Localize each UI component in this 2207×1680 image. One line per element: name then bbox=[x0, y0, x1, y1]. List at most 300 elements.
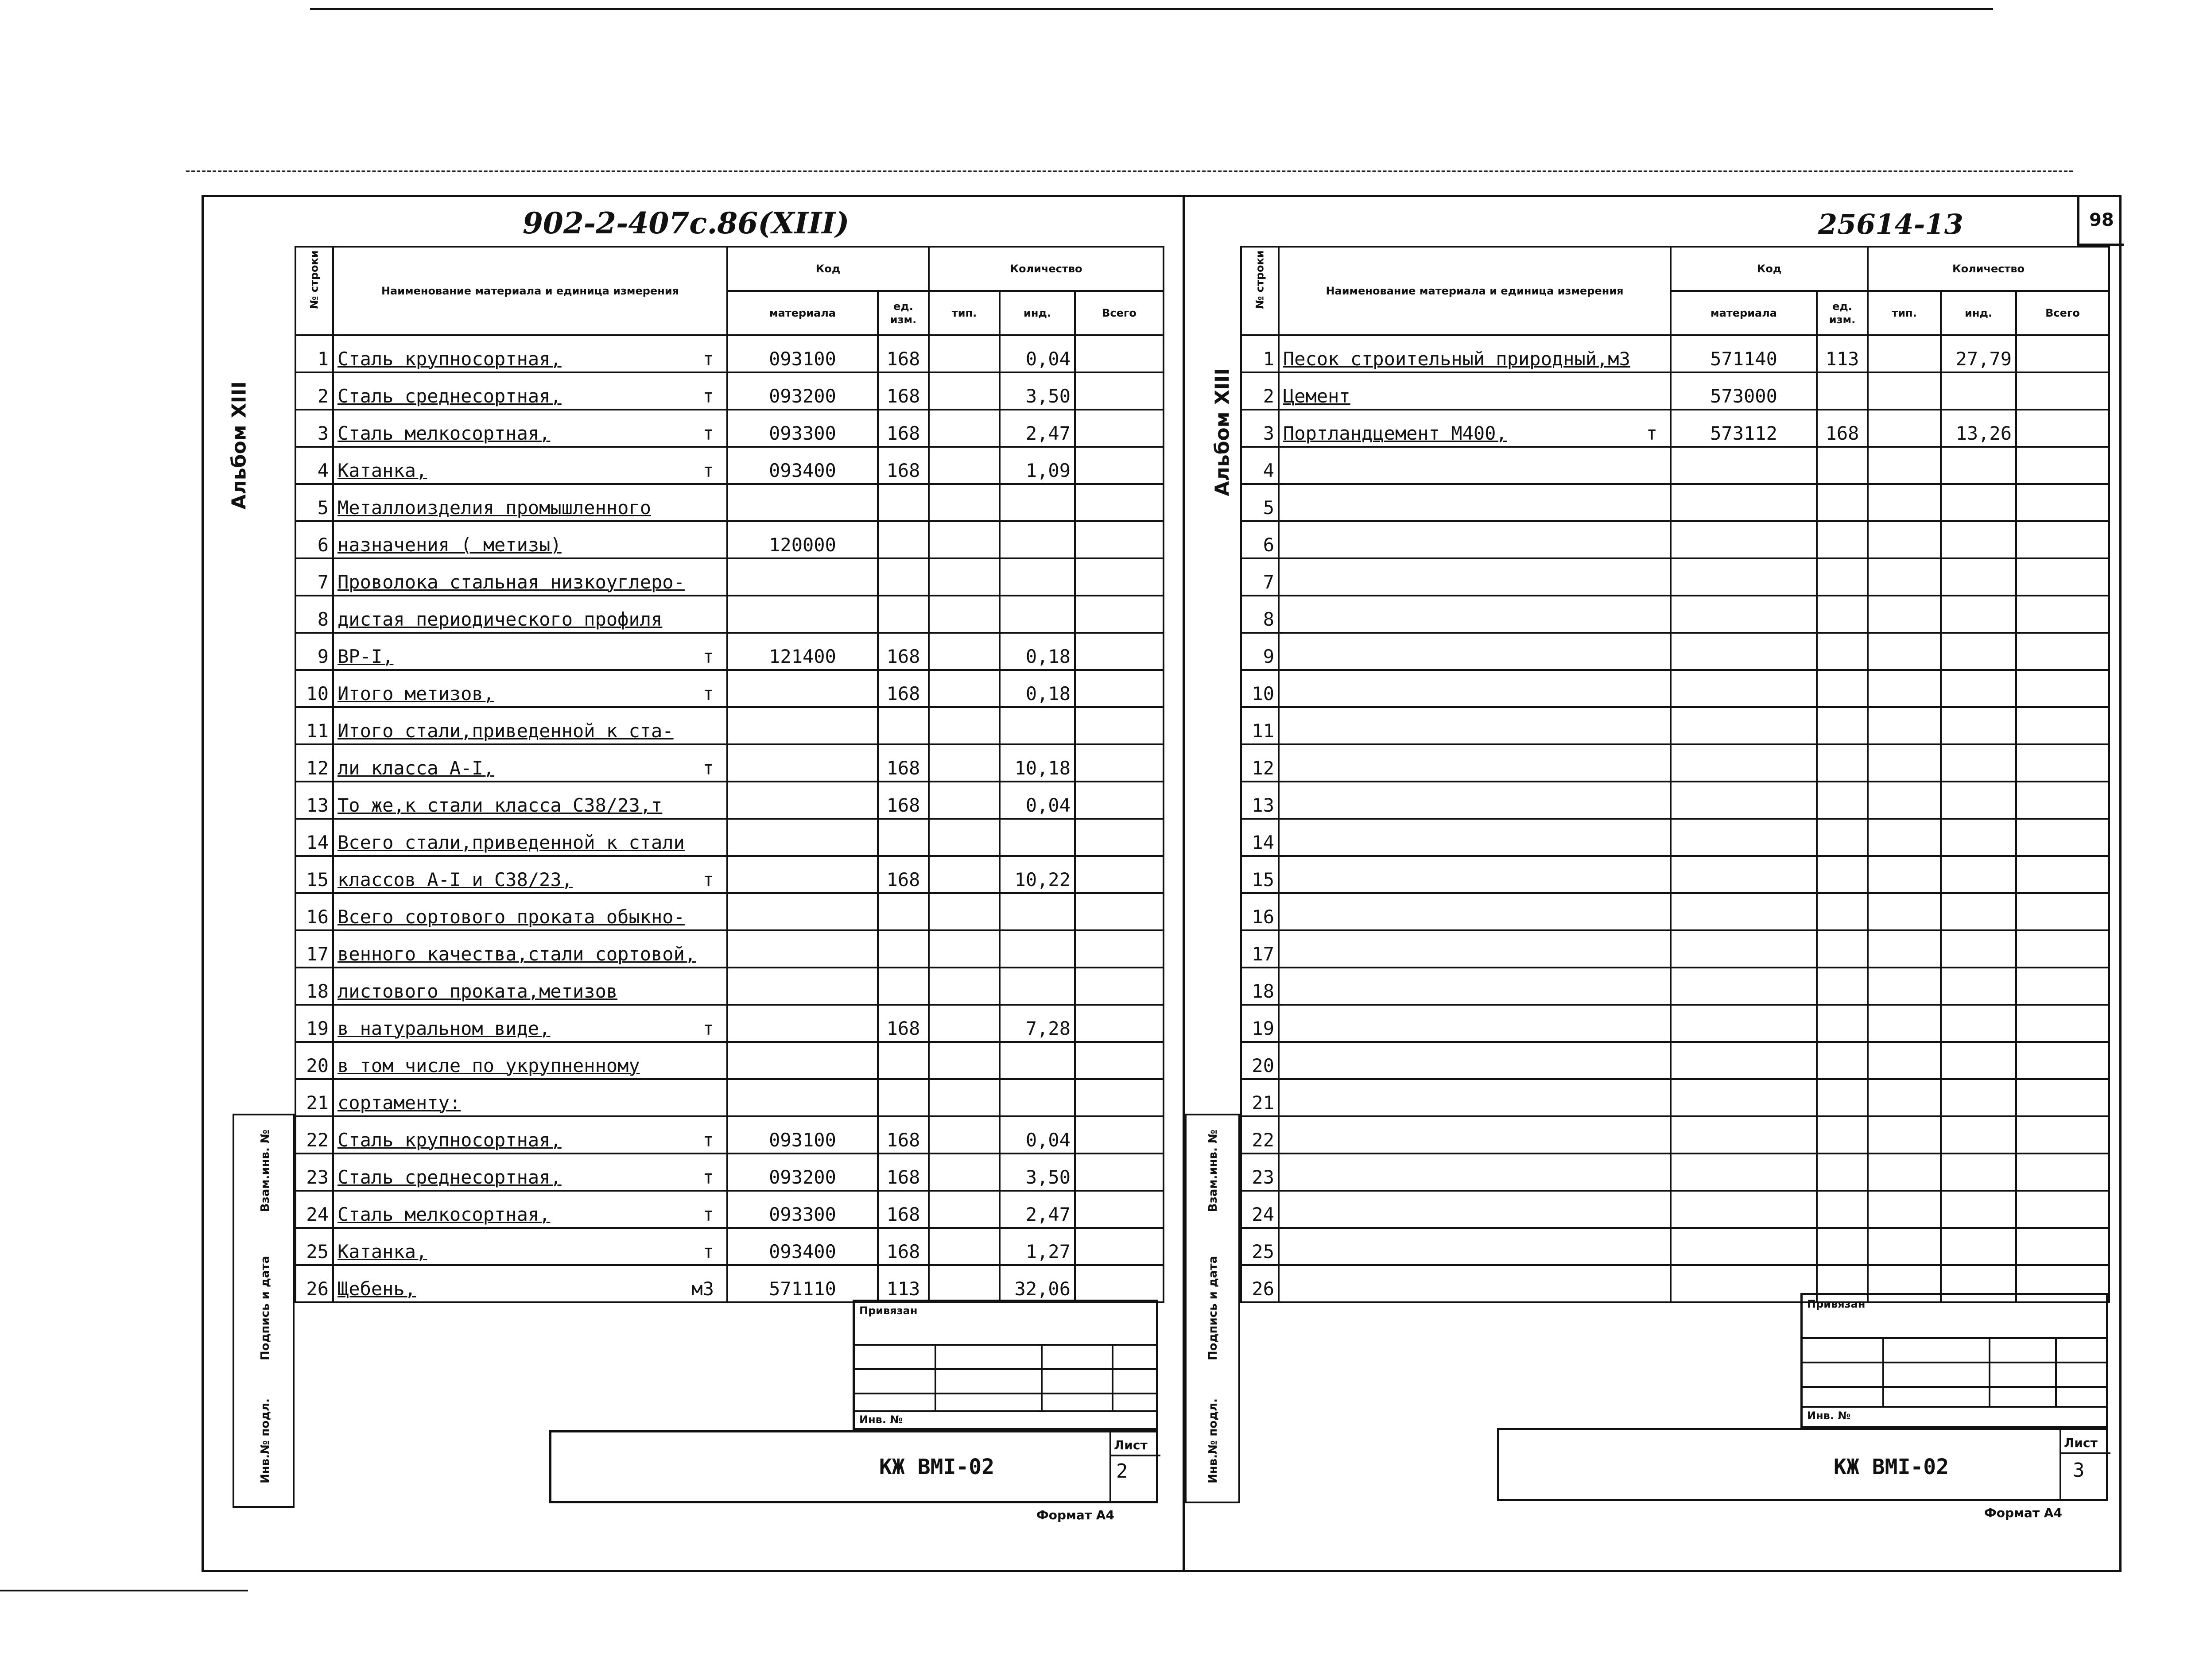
qty-ind-cell bbox=[1000, 819, 1075, 856]
table-row bbox=[295, 1154, 1164, 1191]
unit-code-cell bbox=[878, 521, 929, 558]
unit-code-cell bbox=[1817, 447, 1868, 484]
material-name: Итого стали,приведенной к ста- bbox=[337, 720, 674, 742]
unit-code-cell bbox=[1817, 1079, 1868, 1116]
right-title-block bbox=[1497, 1428, 2108, 1501]
qty-total-cell bbox=[2016, 521, 2109, 558]
qty-ind-cell bbox=[1000, 484, 1075, 521]
qty-ind-cell bbox=[1000, 707, 1075, 744]
right-side-strip bbox=[1185, 1114, 1240, 1503]
material-code-cell bbox=[1671, 707, 1817, 744]
qty-ind-cell: 2,47 bbox=[1000, 410, 1075, 447]
unit-code-cell bbox=[878, 930, 929, 968]
material-code-cell: 093200 bbox=[727, 372, 878, 410]
material-name-cell bbox=[1279, 819, 1671, 856]
table-row bbox=[295, 335, 1164, 372]
qty-total-cell bbox=[2016, 633, 2109, 670]
material-code-cell: 573112 bbox=[1671, 410, 1817, 447]
qty-ind-cell: 0,18 bbox=[1000, 633, 1075, 670]
qty-ind-cell bbox=[1000, 893, 1075, 930]
qty-ind-cell: 3,50 bbox=[1000, 372, 1075, 410]
unit-code-cell: 168 bbox=[878, 670, 929, 707]
col-row-no-header: № строки bbox=[1241, 247, 1279, 335]
material-name-cell bbox=[1279, 782, 1671, 819]
row-number-cell: 15 bbox=[295, 856, 333, 893]
unit-code-cell bbox=[1817, 1116, 1868, 1154]
qty-typ-cell bbox=[929, 856, 1000, 893]
material-code-cell bbox=[1671, 1265, 1817, 1302]
left-side-label-sign: Подпись и дата bbox=[259, 1255, 272, 1361]
row-number-cell: 6 bbox=[295, 521, 333, 558]
table-row bbox=[1241, 558, 2109, 596]
table-row bbox=[1241, 1191, 2109, 1228]
qty-typ-cell bbox=[929, 707, 1000, 744]
row-number-cell: 11 bbox=[295, 707, 333, 744]
row-number-cell: 1 bbox=[1241, 335, 1279, 372]
qty-total-cell bbox=[1075, 596, 1164, 633]
right-album-label: Альбом XIII bbox=[1211, 368, 1234, 496]
qty-total-cell bbox=[1075, 968, 1164, 1005]
row-number-cell: 18 bbox=[295, 968, 333, 1005]
qty-total-cell bbox=[1075, 782, 1164, 819]
table-row bbox=[1241, 819, 2109, 856]
qty-typ-cell bbox=[1868, 893, 1941, 930]
material-code-cell bbox=[1671, 484, 1817, 521]
qty-ind-cell bbox=[1941, 707, 2016, 744]
qty-total-cell bbox=[2016, 782, 2109, 819]
material-name-cell bbox=[1279, 1154, 1671, 1191]
qty-ind-cell bbox=[1000, 1079, 1075, 1116]
right-doc-number: 25614-13 bbox=[1818, 208, 1963, 240]
qty-typ-cell bbox=[1868, 856, 1941, 893]
table-row bbox=[295, 1265, 1164, 1302]
material-name-cell bbox=[333, 1191, 727, 1228]
qty-ind-cell bbox=[1941, 893, 2016, 930]
unit-code-cell bbox=[878, 968, 929, 1005]
right-privyazan-block bbox=[1800, 1293, 2108, 1428]
qty-ind-cell bbox=[1000, 1042, 1075, 1079]
col-q-typ: тип. bbox=[929, 291, 1000, 335]
row-number-cell: 9 bbox=[295, 633, 333, 670]
material-code-cell bbox=[1671, 596, 1817, 633]
material-name: Портландцемент М400, bbox=[1283, 422, 1507, 444]
row-number-cell: 12 bbox=[295, 744, 333, 782]
row-number-cell: 14 bbox=[1241, 819, 1279, 856]
material-code-cell bbox=[1671, 1042, 1817, 1079]
qty-typ-cell bbox=[929, 558, 1000, 596]
right-stamp-code: КЖ ВМI-02 bbox=[1834, 1455, 1949, 1479]
unit-code-cell bbox=[1817, 596, 1868, 633]
row-number-cell: 5 bbox=[295, 484, 333, 521]
material-name-cell bbox=[1279, 335, 1671, 372]
qty-typ-cell bbox=[1868, 782, 1941, 819]
material-code-cell bbox=[1671, 819, 1817, 856]
qty-typ-cell bbox=[929, 819, 1000, 856]
qty-ind-cell bbox=[1000, 558, 1075, 596]
col-code-material: материала bbox=[727, 291, 878, 335]
qty-ind-cell bbox=[1941, 596, 2016, 633]
qty-total-cell bbox=[1075, 410, 1164, 447]
row-number-cell: 24 bbox=[295, 1191, 333, 1228]
col-q-ind: инд. bbox=[1000, 291, 1075, 335]
table-row bbox=[1241, 782, 2109, 819]
row-number-cell: 2 bbox=[1241, 372, 1279, 410]
qty-typ-cell bbox=[929, 1191, 1000, 1228]
qty-total-cell bbox=[1075, 484, 1164, 521]
row-number-cell: 10 bbox=[1241, 670, 1279, 707]
qty-typ-cell bbox=[929, 447, 1000, 484]
unit-code-cell: 168 bbox=[878, 856, 929, 893]
unit-label: т bbox=[1646, 422, 1657, 444]
qty-total-cell bbox=[2016, 596, 2109, 633]
qty-ind-cell: 1,09 bbox=[1000, 447, 1075, 484]
qty-ind-cell bbox=[1941, 484, 2016, 521]
qty-ind-cell bbox=[1000, 930, 1075, 968]
material-name: Цемент bbox=[1283, 385, 1350, 407]
material-name-cell bbox=[1279, 968, 1671, 1005]
qty-typ-cell bbox=[1868, 1154, 1941, 1191]
row-number-cell: 21 bbox=[1241, 1079, 1279, 1116]
material-code-cell: 571110 bbox=[727, 1265, 878, 1302]
qty-typ-cell bbox=[929, 1079, 1000, 1116]
qty-total-cell bbox=[1075, 1116, 1164, 1154]
material-name-cell bbox=[333, 484, 727, 521]
material-name-cell bbox=[1279, 372, 1671, 410]
row-number-cell: 26 bbox=[295, 1265, 333, 1302]
material-name-cell bbox=[333, 782, 727, 819]
material-name-cell bbox=[333, 819, 727, 856]
left-format-label: Формат А4 bbox=[1036, 1508, 1114, 1522]
material-code-cell bbox=[727, 893, 878, 930]
col-q-typ: тип. bbox=[1868, 291, 1941, 335]
unit-code-cell bbox=[1817, 670, 1868, 707]
row-number-cell: 3 bbox=[1241, 410, 1279, 447]
qty-typ-cell bbox=[1868, 819, 1941, 856]
unit-label: т bbox=[702, 646, 714, 667]
qty-typ-cell bbox=[1868, 558, 1941, 596]
material-name-cell bbox=[333, 856, 727, 893]
right-side-label-vzam: Взам.инв. № bbox=[1206, 1129, 1220, 1212]
row-number-cell: 10 bbox=[295, 670, 333, 707]
material-name-cell bbox=[333, 1265, 727, 1302]
qty-ind-cell bbox=[1941, 930, 2016, 968]
unit-code-cell bbox=[878, 558, 929, 596]
unit-code-cell: 168 bbox=[878, 1154, 929, 1191]
material-name-cell bbox=[1279, 1116, 1671, 1154]
table-row bbox=[295, 1042, 1164, 1079]
row-number-cell: 14 bbox=[295, 819, 333, 856]
left-album-label: Альбом XIII bbox=[228, 381, 251, 510]
material-code-cell bbox=[1671, 1191, 1817, 1228]
unit-label: т bbox=[702, 869, 714, 890]
row-number-cell: 2 bbox=[295, 372, 333, 410]
qty-ind-cell bbox=[1941, 1005, 2016, 1042]
row-number-cell: 8 bbox=[295, 596, 333, 633]
qty-typ-cell bbox=[1868, 521, 1941, 558]
qty-ind-cell: 0,04 bbox=[1000, 782, 1075, 819]
qty-typ-cell bbox=[929, 1228, 1000, 1265]
material-name: То же,к стали класса С38/23,т bbox=[337, 794, 663, 816]
qty-ind-cell bbox=[1941, 372, 2016, 410]
qty-total-cell bbox=[1075, 930, 1164, 968]
unit-code-cell bbox=[1817, 968, 1868, 1005]
right-spec-table bbox=[1240, 246, 2110, 1303]
qty-total-cell bbox=[1075, 819, 1164, 856]
left-title-block bbox=[549, 1430, 1158, 1503]
row-number-cell: 13 bbox=[1241, 782, 1279, 819]
material-code-cell bbox=[1671, 1005, 1817, 1042]
table-row bbox=[295, 484, 1164, 521]
material-code-cell bbox=[1671, 782, 1817, 819]
material-code-cell: 093100 bbox=[727, 335, 878, 372]
qty-total-cell bbox=[1075, 670, 1164, 707]
table-row bbox=[295, 1079, 1164, 1116]
material-name: Сталь среднесортная, bbox=[337, 1166, 562, 1188]
table-row bbox=[1241, 1228, 2109, 1265]
qty-ind-cell bbox=[1941, 1154, 2016, 1191]
unit-code-cell: 113 bbox=[878, 1265, 929, 1302]
unit-code-cell bbox=[1817, 782, 1868, 819]
unit-code-cell: 168 bbox=[878, 1005, 929, 1042]
col-q-total: Всего bbox=[1075, 291, 1164, 335]
table-row bbox=[295, 1116, 1164, 1154]
material-name-cell bbox=[333, 1228, 727, 1265]
unit-code-cell bbox=[1817, 856, 1868, 893]
unit-label: т bbox=[702, 385, 714, 407]
qty-ind-cell bbox=[1941, 521, 2016, 558]
qty-total-cell bbox=[2016, 819, 2109, 856]
qty-ind-cell bbox=[1941, 447, 2016, 484]
qty-total-cell bbox=[2016, 670, 2109, 707]
unit-code-cell: 113 bbox=[1817, 335, 1868, 372]
material-name: ВР-I, bbox=[337, 646, 394, 667]
table-row bbox=[295, 1005, 1164, 1042]
table-row bbox=[295, 856, 1164, 893]
row-number-cell: 23 bbox=[1241, 1154, 1279, 1191]
material-name: назначения ( метизы) bbox=[337, 534, 562, 556]
right-side-label-inv: Инв.№ подл. bbox=[1206, 1398, 1220, 1484]
material-name: Сталь крупносортная, bbox=[337, 1129, 562, 1151]
table-row bbox=[1241, 930, 2109, 968]
unit-label: т bbox=[702, 422, 714, 444]
unit-label: т bbox=[702, 1204, 714, 1225]
qty-typ-cell bbox=[929, 410, 1000, 447]
qty-total-cell bbox=[2016, 1154, 2109, 1191]
qty-total-cell bbox=[2016, 335, 2109, 372]
qty-total-cell bbox=[2016, 558, 2109, 596]
material-code-cell bbox=[1671, 744, 1817, 782]
material-name-cell bbox=[1279, 1228, 1671, 1265]
material-name: классов А-I и С38/23, bbox=[337, 869, 573, 890]
row-number-cell: 16 bbox=[295, 893, 333, 930]
material-name: сортаменту: bbox=[337, 1092, 461, 1114]
qty-ind-cell: 10,22 bbox=[1000, 856, 1075, 893]
qty-total-cell bbox=[1075, 1005, 1164, 1042]
material-code-cell bbox=[727, 596, 878, 633]
col-quantity-header: Количество bbox=[929, 247, 1164, 291]
qty-ind-cell: 1,27 bbox=[1000, 1228, 1075, 1265]
qty-total-cell bbox=[1075, 447, 1164, 484]
material-name-cell bbox=[333, 707, 727, 744]
right-side-label-sign: Подпись и дата bbox=[1206, 1255, 1220, 1361]
right-list-no: 3 bbox=[2073, 1459, 2085, 1482]
material-name: ли класса А-I, bbox=[337, 757, 495, 779]
table-row bbox=[295, 707, 1164, 744]
left-side-label-vzam: Взам.инв. № bbox=[259, 1129, 272, 1212]
unit-label: т bbox=[702, 348, 714, 370]
left-privyazan-block bbox=[853, 1300, 1158, 1430]
table-row bbox=[295, 372, 1164, 410]
unit-code-cell bbox=[1817, 1191, 1868, 1228]
col-code-header: Код bbox=[1671, 247, 1868, 291]
table-row bbox=[295, 782, 1164, 819]
qty-ind-cell bbox=[1941, 968, 2016, 1005]
row-number-cell: 4 bbox=[295, 447, 333, 484]
col-row-no-header: № строки bbox=[295, 247, 333, 335]
table-row bbox=[1241, 968, 2109, 1005]
table-row bbox=[295, 447, 1164, 484]
unit-label: т bbox=[702, 1129, 714, 1151]
qty-typ-cell bbox=[929, 521, 1000, 558]
row-number-cell: 9 bbox=[1241, 633, 1279, 670]
qty-ind-cell bbox=[1941, 856, 2016, 893]
table-row bbox=[1241, 707, 2109, 744]
material-code-cell: 571140 bbox=[1671, 335, 1817, 372]
unit-code-cell: 168 bbox=[878, 1191, 929, 1228]
qty-typ-cell bbox=[929, 893, 1000, 930]
qty-typ-cell bbox=[1868, 1005, 1941, 1042]
material-name-cell bbox=[1279, 1265, 1671, 1302]
scan-top-line bbox=[310, 8, 1993, 10]
qty-typ-cell bbox=[929, 484, 1000, 521]
material-name: Сталь среднесортная, bbox=[337, 385, 562, 407]
qty-typ-cell bbox=[929, 1265, 1000, 1302]
table-row bbox=[295, 521, 1164, 558]
qty-typ-cell bbox=[929, 930, 1000, 968]
row-number-cell: 23 bbox=[295, 1154, 333, 1191]
qty-total-cell bbox=[2016, 856, 2109, 893]
material-code-cell bbox=[1671, 1116, 1817, 1154]
row-number-cell: 25 bbox=[1241, 1228, 1279, 1265]
qty-ind-cell bbox=[1941, 558, 2016, 596]
left-inv-no-label: Инв. № bbox=[859, 1413, 903, 1426]
left-privyazan-label: Привязан bbox=[859, 1305, 918, 1317]
qty-typ-cell bbox=[929, 335, 1000, 372]
material-code-cell bbox=[727, 968, 878, 1005]
qty-total-cell bbox=[2016, 1116, 2109, 1154]
material-code-cell: 573000 bbox=[1671, 372, 1817, 410]
qty-total-cell bbox=[2016, 893, 2109, 930]
unit-code-cell bbox=[878, 707, 929, 744]
qty-total-cell bbox=[1075, 633, 1164, 670]
table-row bbox=[295, 819, 1164, 856]
qty-ind-cell bbox=[1941, 670, 2016, 707]
material-name-cell bbox=[333, 1042, 727, 1079]
material-name-cell bbox=[333, 521, 727, 558]
material-name-cell bbox=[1279, 484, 1671, 521]
row-number-cell: 3 bbox=[295, 410, 333, 447]
unit-code-cell bbox=[878, 596, 929, 633]
qty-ind-cell: 32,06 bbox=[1000, 1265, 1075, 1302]
qty-total-cell bbox=[2016, 1228, 2109, 1265]
material-name-cell bbox=[333, 1116, 727, 1154]
material-name-cell bbox=[333, 596, 727, 633]
material-name-cell bbox=[333, 1154, 727, 1191]
row-number-cell: 16 bbox=[1241, 893, 1279, 930]
qty-ind-cell: 10,18 bbox=[1000, 744, 1075, 782]
qty-typ-cell bbox=[1868, 372, 1941, 410]
material-code-cell bbox=[727, 782, 878, 819]
qty-total-cell bbox=[1075, 1079, 1164, 1116]
material-name-cell bbox=[1279, 744, 1671, 782]
unit-code-cell bbox=[1817, 1042, 1868, 1079]
table-row bbox=[1241, 484, 2109, 521]
qty-typ-cell bbox=[929, 1042, 1000, 1079]
material-code-cell bbox=[1671, 521, 1817, 558]
row-number-cell: 17 bbox=[295, 930, 333, 968]
qty-total-cell bbox=[1075, 893, 1164, 930]
qty-typ-cell bbox=[1868, 447, 1941, 484]
qty-typ-cell bbox=[1868, 410, 1941, 447]
qty-total-cell bbox=[1075, 558, 1164, 596]
table-row bbox=[1241, 521, 2109, 558]
material-name-cell bbox=[333, 447, 727, 484]
qty-typ-cell bbox=[1868, 633, 1941, 670]
qty-total-cell bbox=[2016, 930, 2109, 968]
unit-code-cell bbox=[1817, 819, 1868, 856]
qty-typ-cell bbox=[929, 1005, 1000, 1042]
qty-ind-cell bbox=[1941, 1079, 2016, 1116]
material-name-cell bbox=[1279, 410, 1671, 447]
material-name-cell bbox=[333, 893, 727, 930]
qty-total-cell bbox=[2016, 707, 2109, 744]
qty-ind-cell: 27,79 bbox=[1941, 335, 2016, 372]
table-row bbox=[295, 558, 1164, 596]
table-row bbox=[295, 968, 1164, 1005]
unit-code-cell bbox=[878, 819, 929, 856]
row-number-cell: 19 bbox=[1241, 1005, 1279, 1042]
right-page-number: 98 bbox=[2077, 197, 2124, 246]
material-code-cell bbox=[727, 1079, 878, 1116]
table-row bbox=[1241, 1116, 2109, 1154]
row-number-cell: 21 bbox=[295, 1079, 333, 1116]
qty-ind-cell: 0,04 bbox=[1000, 1116, 1075, 1154]
material-code-cell bbox=[1671, 1079, 1817, 1116]
qty-total-cell bbox=[1075, 521, 1164, 558]
qty-typ-cell bbox=[1868, 930, 1941, 968]
col-code-unit: ед. изм. bbox=[1817, 291, 1868, 335]
material-name: Сталь мелкосортная, bbox=[337, 1204, 551, 1225]
material-code-cell bbox=[727, 670, 878, 707]
material-name-cell bbox=[1279, 1079, 1671, 1116]
material-code-cell bbox=[1671, 670, 1817, 707]
right-list-label: Лист bbox=[2064, 1436, 2098, 1450]
material-code-cell bbox=[727, 744, 878, 782]
material-name-cell bbox=[1279, 596, 1671, 633]
material-name-cell bbox=[333, 1079, 727, 1116]
right-inv-no-label: Инв. № bbox=[1807, 1409, 1851, 1422]
qty-typ-cell bbox=[929, 670, 1000, 707]
row-number-cell: 8 bbox=[1241, 596, 1279, 633]
left-list-label: Лист bbox=[1114, 1438, 1148, 1452]
material-name: в том числе по укрупненному bbox=[337, 1055, 640, 1076]
row-number-cell: 22 bbox=[1241, 1116, 1279, 1154]
qty-ind-cell: 13,26 bbox=[1941, 410, 2016, 447]
qty-total-cell bbox=[1075, 856, 1164, 893]
row-number-cell: 6 bbox=[1241, 521, 1279, 558]
qty-typ-cell bbox=[1868, 596, 1941, 633]
qty-ind-cell: 0,04 bbox=[1000, 335, 1075, 372]
